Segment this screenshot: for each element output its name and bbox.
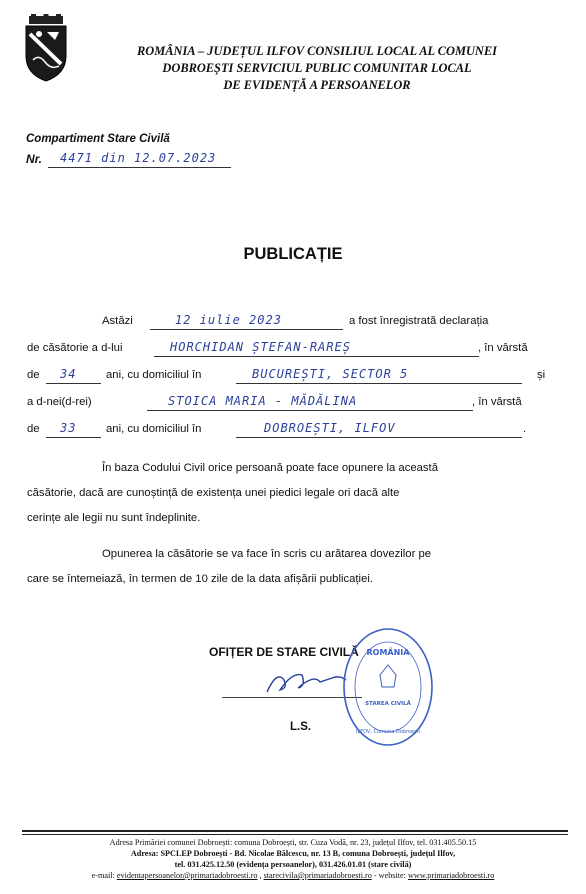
bride-domicile-label: ani, cu domiciliul în	[106, 423, 202, 435]
groom-name: HORCHIDAN ȘTEFAN-RAREȘ	[170, 340, 351, 354]
registration-number-value: 4471 din 12.07.2023	[60, 151, 217, 165]
footer-website-link[interactable]: www.primariadobroesti.ro	[408, 871, 495, 880]
groom-address: BUCUREȘTI, SECTOR 5	[252, 367, 409, 381]
and-conjunction: și	[537, 369, 546, 381]
groom-age: 34	[60, 367, 77, 381]
compartment-label: Compartiment Stare Civilă	[26, 133, 170, 145]
bride-name: STOICA MARIA - MĂDĂLINA	[168, 394, 358, 408]
header-line-1: ROMÂNIA – JUDEȚUL ILFOV CONSILIUL LOCAL AL COMUNEI	[137, 44, 497, 58]
footer-website-label: - website:	[371, 871, 408, 880]
footer-email-prefix: e-mail:	[91, 871, 117, 880]
footer-rule-thin	[22, 834, 568, 835]
groom-label: de căsătorie a d-lui	[27, 342, 123, 354]
header-line-3: DE EVIDENȚĂ A PERSOANELOR	[223, 78, 411, 92]
stamp-top-text: ROMÂNIA	[366, 648, 410, 657]
opposition-paragraph-line-3: cerințe ale legii nu sunt îndeplinite.	[27, 512, 201, 524]
deadline-paragraph-line-2: care se întemeiază, în termen de 10 zile de la data afișării publicației.	[27, 573, 374, 585]
footer-line-1: Adresa Primăriei comunei Dobroești: comuna Dobroești, str. Cuza Vodă, nr. 23, județul Ilfov, tel. 031.405.50.15	[109, 838, 477, 847]
bride-address-underline	[236, 437, 522, 438]
footer-rule-thick	[22, 830, 568, 832]
groom-underline	[154, 356, 479, 357]
bride-age-underline	[46, 437, 101, 438]
signature	[262, 660, 352, 700]
groom-domicile-label: ani, cu domiciliul în	[106, 369, 202, 381]
opposition-paragraph-line-1: În baza Codului Civil orice persoană poate face opunere la această	[102, 462, 438, 474]
groom-age-de: de	[27, 369, 40, 381]
bride-label: a d-nei(d-rei)	[27, 396, 92, 408]
stamp-bottom-text: ILFOV, Comuna Dobroești	[355, 729, 421, 735]
footer-email-starecivila-link[interactable]: starecivila@primariadobroesti.ro	[263, 871, 372, 880]
registration-number-label: Nr.	[26, 152, 43, 166]
astazi-label: Astăzi	[102, 315, 133, 327]
footer-line-2: Adresa: SPCLEP Dobroești - Bd. Nicolae Bălcescu, nr. 13 B, comuna Dobroești, județul Ilfov,	[130, 849, 456, 858]
bride-age-suffix: , în vârstă	[472, 396, 522, 408]
bride-age-de: de	[27, 423, 40, 435]
bride-age: 33	[60, 421, 77, 435]
footer-email-evidenta-link[interactable]: evidentapersoanelor@primariadobroesti.ro	[116, 871, 258, 880]
deadline-paragraph-line-1: Opunerea la căsătorie se va face în scris cu arătarea dovezilor pe	[102, 548, 432, 560]
date-underline	[150, 329, 343, 330]
document-title: PUBLICAȚIE	[243, 245, 343, 263]
declaration-text: a fost înregistrată declarația	[349, 315, 489, 327]
coat-of-arms-crest	[21, 14, 71, 82]
sentence-period: .	[523, 423, 527, 435]
groom-age-underline	[46, 383, 101, 384]
groom-address-underline	[236, 383, 522, 384]
header-line-2: DOBROEȘTI SERVICIUL PUBLIC COMUNITAR LOCAL	[162, 61, 472, 75]
registration-number-underline	[48, 167, 231, 168]
bride-underline	[147, 410, 473, 411]
footer-separator: ,	[257, 871, 264, 880]
stamp-middle-text: STAREA CIVILĂ	[365, 701, 411, 707]
footer-line-3: tel. 031.425.12.50 (evidența persoanelor), 031.426.01.01 (stare civilă)	[174, 860, 412, 869]
officer-title: OFIȚER DE STARE CIVILĂ	[209, 645, 359, 659]
ls-seal-label: L.S.	[290, 721, 312, 733]
footer-line-4	[0, 871, 586, 880]
groom-age-suffix: , în vârstă	[478, 342, 528, 354]
bride-address: DOBROEȘTI, ILFOV	[264, 421, 396, 435]
date-value: 12 iulie 2023	[175, 313, 282, 327]
opposition-paragraph-line-2: căsătorie, dacă are cunoștință de existența unei piedici legale ori dacă alte	[27, 487, 400, 499]
official-stamp-seal	[340, 625, 436, 749]
